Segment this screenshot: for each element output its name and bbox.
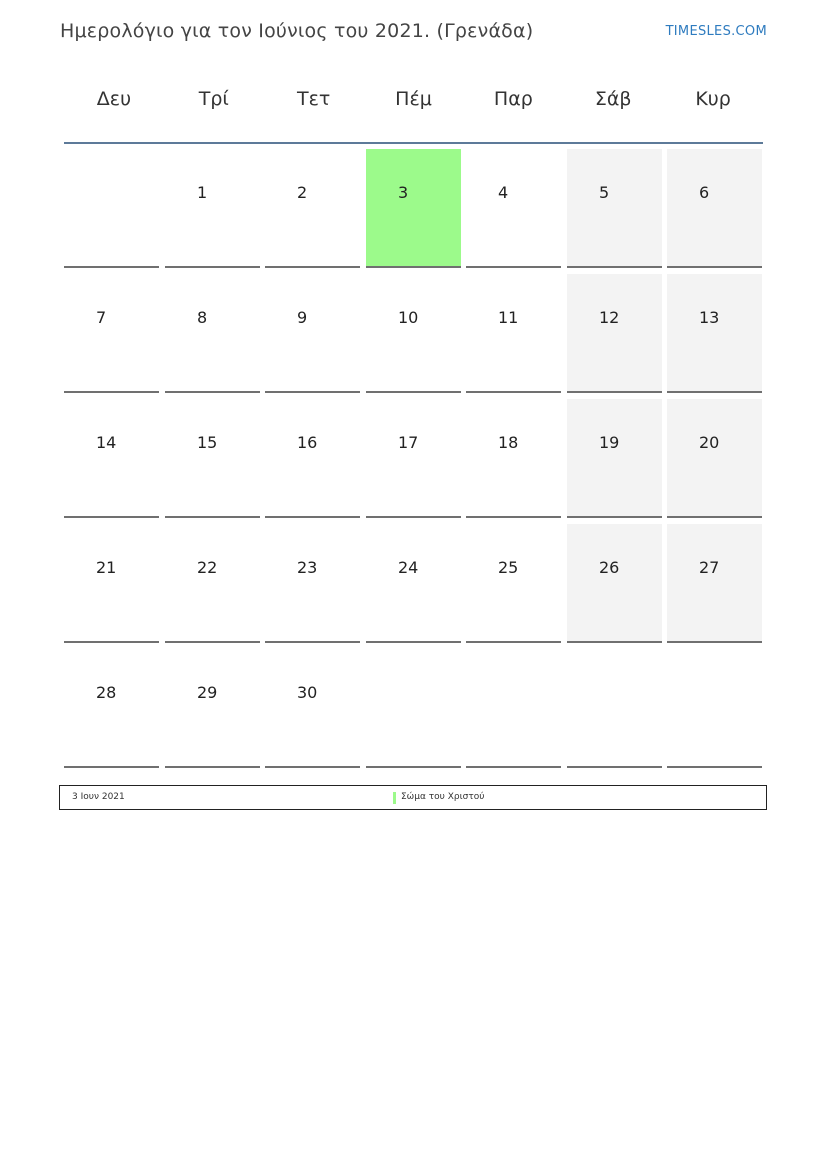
day-number: 4 xyxy=(498,183,509,202)
day-cell[interactable] xyxy=(667,149,762,268)
day-cell[interactable] xyxy=(64,399,159,518)
day-cell[interactable] xyxy=(466,149,561,268)
day-number: 22 xyxy=(197,558,218,577)
weekday-tuesday: Τρί xyxy=(198,88,229,110)
day-cell[interactable] xyxy=(667,649,762,768)
weekday-wednesday: Τετ xyxy=(296,88,331,110)
day-number: 20 xyxy=(699,433,720,452)
day-cell[interactable] xyxy=(466,274,561,393)
weekday-header-row xyxy=(64,88,763,120)
day-number: 2 xyxy=(297,183,308,202)
weekday-saturday: Σάβ xyxy=(594,88,632,110)
day-number: 26 xyxy=(599,558,620,577)
day-number: 3 xyxy=(398,183,409,202)
day-cell[interactable] xyxy=(667,399,762,518)
day-number: 25 xyxy=(498,558,519,577)
holiday-legend xyxy=(59,785,767,810)
day-cell[interactable] xyxy=(466,649,561,768)
day-number: 19 xyxy=(599,433,620,452)
legend-holiday-name: Σώμα του Χριστού xyxy=(401,792,485,802)
day-cell[interactable] xyxy=(567,399,662,518)
day-cell[interactable] xyxy=(667,274,762,393)
day-cell[interactable] xyxy=(165,274,260,393)
calendar-title: Ημερολόγιο για τον Ιούνιος του 2021. (Γρενάδα) xyxy=(60,20,534,42)
day-cell[interactable] xyxy=(165,524,260,643)
day-number: 24 xyxy=(398,558,419,577)
day-number: 9 xyxy=(297,308,308,327)
day-cell[interactable] xyxy=(265,649,360,768)
day-number: 7 xyxy=(96,308,107,327)
day-number: 21 xyxy=(96,558,117,577)
day-cell[interactable] xyxy=(265,274,360,393)
day-number: 12 xyxy=(599,308,620,327)
day-cell[interactable] xyxy=(466,399,561,518)
day-cell[interactable] xyxy=(265,399,360,518)
brand-link[interactable]: TIMESLES.COM xyxy=(665,24,767,39)
day-number: 18 xyxy=(498,433,519,452)
day-cell[interactable] xyxy=(265,149,360,268)
day-cell[interactable] xyxy=(366,149,461,268)
day-cell[interactable] xyxy=(265,524,360,643)
day-number: 11 xyxy=(498,308,519,327)
day-number: 14 xyxy=(96,433,117,452)
day-cell[interactable] xyxy=(64,149,159,268)
day-cell[interactable] xyxy=(366,399,461,518)
weekday-thursday: Πέμ xyxy=(395,88,432,110)
legend-color-marker xyxy=(393,792,396,804)
day-number: 1 xyxy=(197,183,208,202)
day-number: 8 xyxy=(197,308,208,327)
day-number: 17 xyxy=(398,433,419,452)
legend-date: 3 Ιουν 2021 xyxy=(72,792,125,802)
day-cell[interactable] xyxy=(64,649,159,768)
day-cell[interactable] xyxy=(366,274,461,393)
day-cell[interactable] xyxy=(165,649,260,768)
day-cell[interactable] xyxy=(165,399,260,518)
day-cell[interactable] xyxy=(366,524,461,643)
day-cell[interactable] xyxy=(165,149,260,268)
day-number: 6 xyxy=(699,183,710,202)
weekday-monday: Δευ xyxy=(96,88,132,110)
day-cell[interactable] xyxy=(366,649,461,768)
day-number: 29 xyxy=(197,683,218,702)
day-number: 10 xyxy=(398,308,419,327)
day-number: 23 xyxy=(297,558,318,577)
day-number: 13 xyxy=(699,308,720,327)
day-cell[interactable] xyxy=(466,524,561,643)
day-cell[interactable] xyxy=(667,524,762,643)
day-cell[interactable] xyxy=(567,649,662,768)
day-number: 16 xyxy=(297,433,318,452)
day-number: 27 xyxy=(699,558,720,577)
weekday-friday: Παρ xyxy=(493,88,533,110)
day-number: 30 xyxy=(297,683,318,702)
day-cell[interactable] xyxy=(567,524,662,643)
day-cell[interactable] xyxy=(64,274,159,393)
day-number: 15 xyxy=(197,433,218,452)
day-cell[interactable] xyxy=(567,149,662,268)
day-number: 5 xyxy=(599,183,610,202)
day-cell[interactable] xyxy=(567,274,662,393)
weekday-sunday: Κυρ xyxy=(695,88,731,110)
day-number: 28 xyxy=(96,683,117,702)
header-divider xyxy=(64,142,763,144)
day-cell[interactable] xyxy=(64,524,159,643)
